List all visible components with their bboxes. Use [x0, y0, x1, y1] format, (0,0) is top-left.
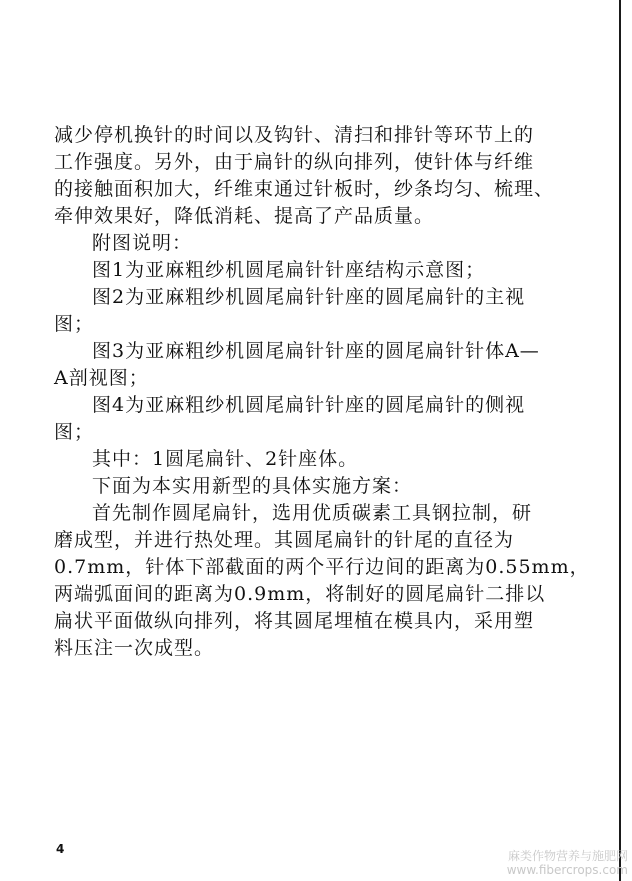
section-heading: 附图说明：	[92, 232, 193, 254]
text-line: 的接触面积加大，纤维束通过针板时，纱条均匀、梳理、	[54, 178, 555, 200]
text-line: 0.7mm，针体下部截面的两个平行边间的距离为0.55mm，	[54, 556, 590, 578]
text-line: 扁状平面做纵向排列，将其圆尾埋植在模具内，采用塑	[54, 610, 535, 632]
text-line: 两端弧面间的距离为0.9mm，将制好的圆尾扁针二排以	[54, 583, 546, 605]
page-number: 4	[56, 842, 65, 856]
watermark	[507, 849, 628, 877]
figure-caption: 图2为亚麻粗纱机圆尾扁针针座的圆尾扁针的主视	[92, 286, 526, 308]
text-line: 磨成型，并进行热处理。其圆尾扁针的针尾的直径为	[54, 529, 515, 551]
figure-caption: 图4为亚麻粗纱机圆尾扁针针座的圆尾扁针的侧视	[92, 394, 526, 416]
figure-caption-continued: 图；	[54, 421, 95, 443]
section-heading: 下面为本实用新型的具体实施方案：	[92, 475, 413, 497]
figure-caption: 图3为亚麻粗纱机圆尾扁针针座的圆尾扁针针体A—	[92, 340, 540, 362]
watermark-site-name: 麻类作物营养与施肥网	[507, 849, 628, 863]
figure-caption-continued: A剖视图；	[54, 367, 149, 389]
watermark-url: www.fibercrops.com	[506, 863, 628, 877]
text-line: 减少停机换针的时间以及钩针、清扫和排针等环节上的	[54, 124, 535, 146]
text-line: 牵伸效果好，降低消耗、提高了产品质量。	[54, 205, 435, 227]
figure-caption: 图1为亚麻粗纱机圆尾扁针针座结构示意图；	[92, 259, 486, 281]
text-line: 料压注一次成型。	[54, 637, 215, 659]
page-border-line	[619, 0, 621, 881]
text-line: 首先制作圆尾扁针，选用优质碳素工具钢拉制，研	[92, 502, 533, 524]
text-line: 工作强度。另外，由于扁针的纵向排列，使针体与纤维	[54, 151, 535, 173]
body-text	[54, 122, 590, 662]
figure-caption-continued: 图；	[54, 313, 95, 335]
legend-text: 其中：1圆尾扁针、2针座体。	[92, 448, 359, 470]
